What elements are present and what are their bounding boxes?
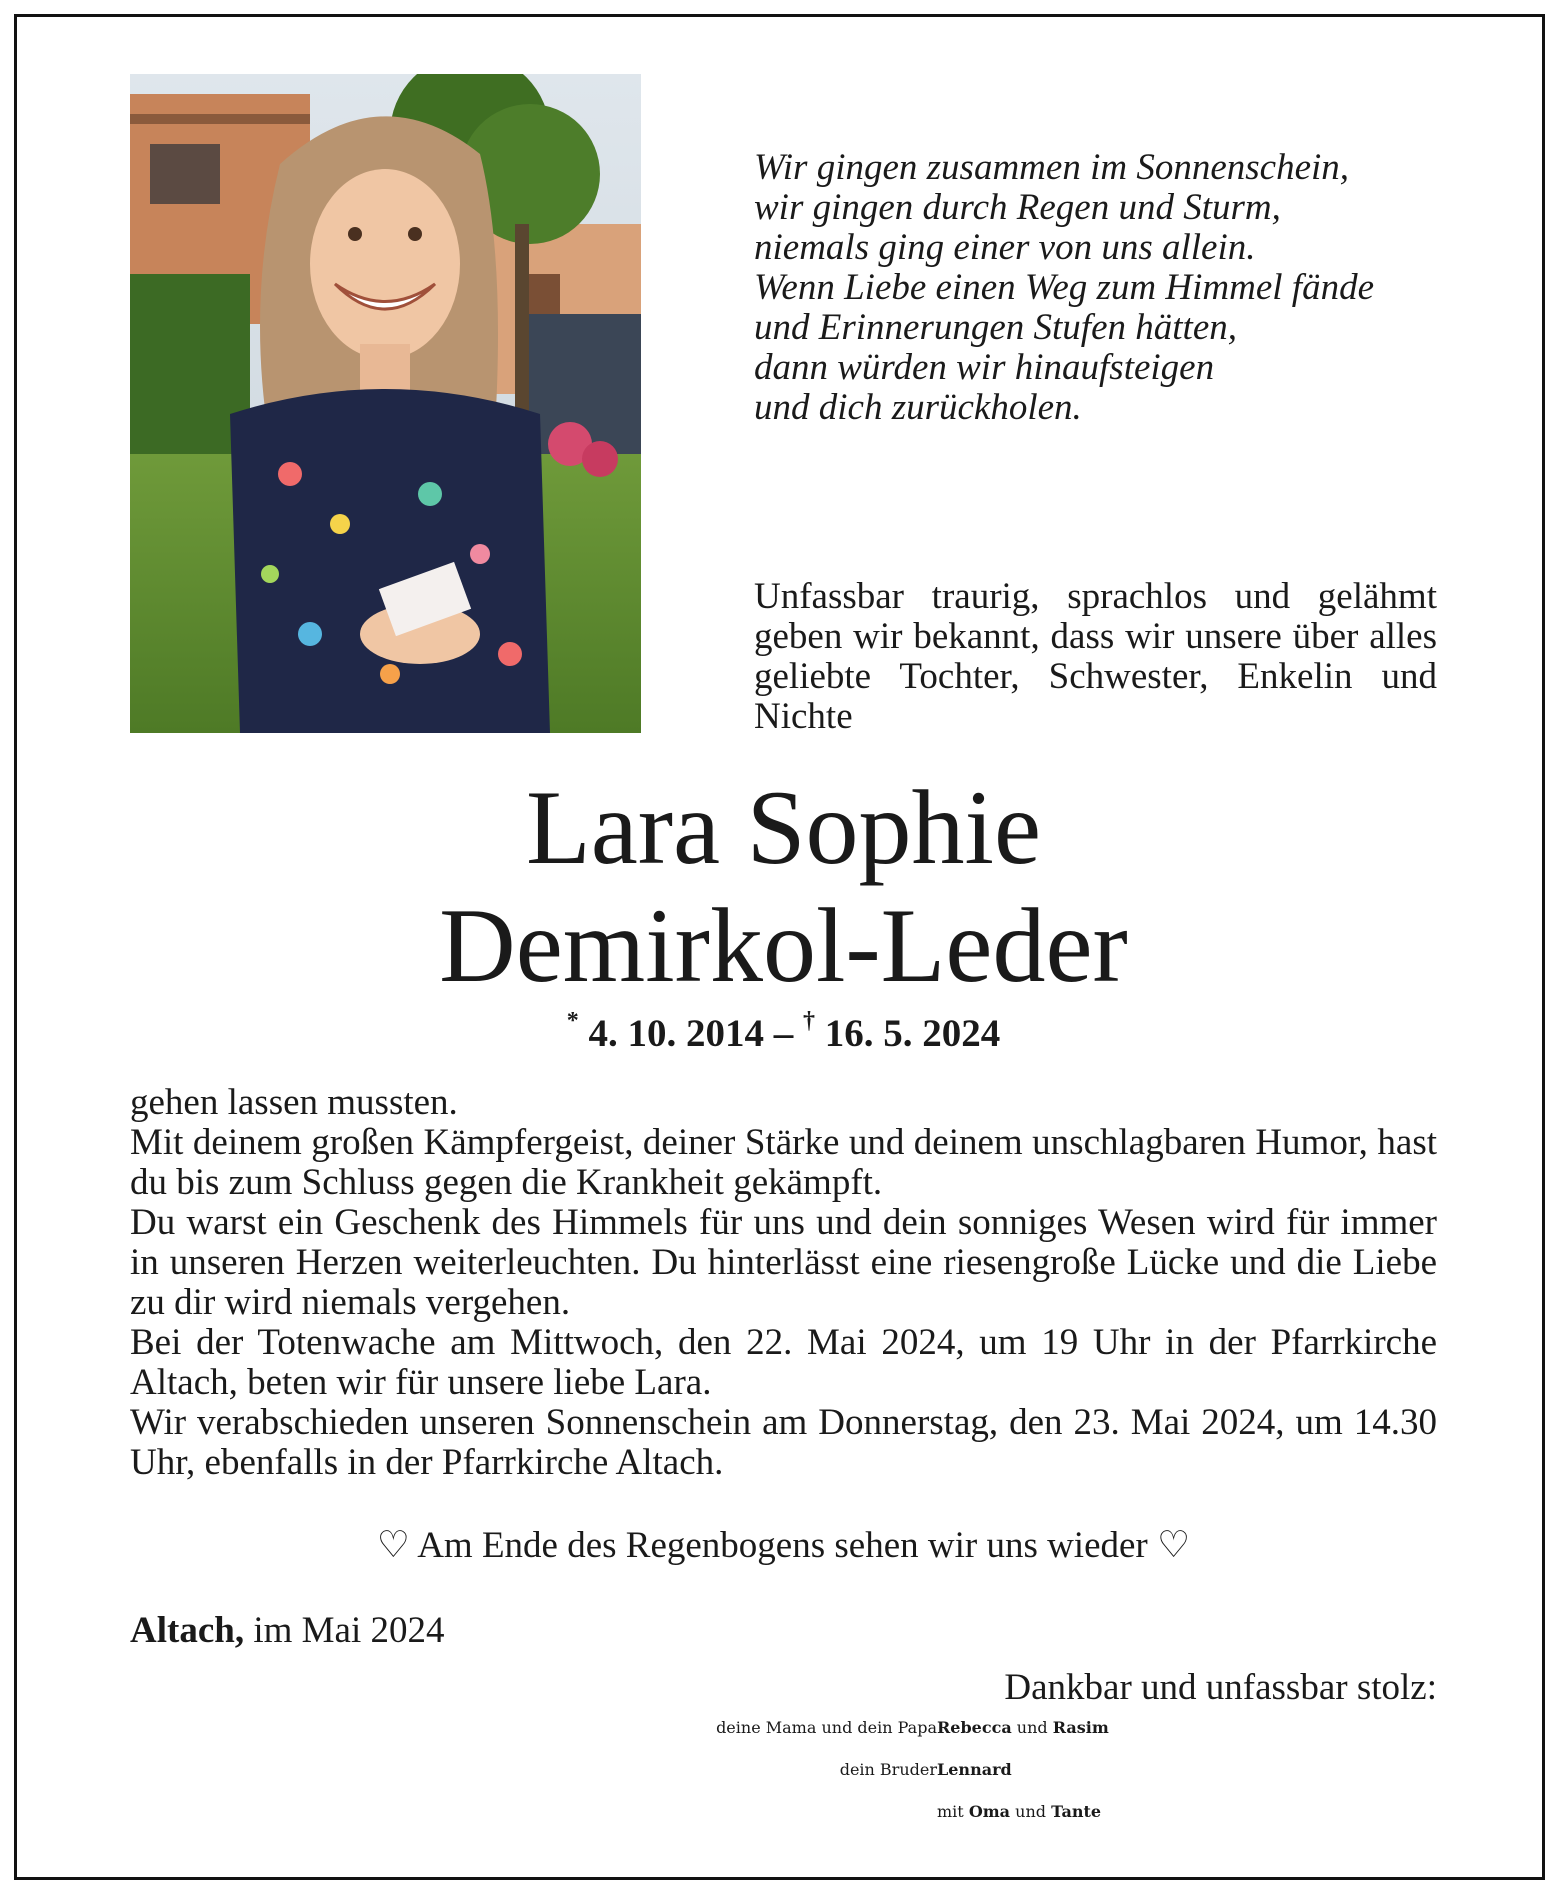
heart-icon: ♡ — [376, 1525, 410, 1566]
family-parents — [0, 1718, 1567, 1760]
obituary-text — [130, 1083, 1437, 1483]
portrait-illustration — [130, 74, 641, 733]
with-word: mit — [937, 1802, 964, 1821]
poem-line: dann würden wir hinaufsteigen — [754, 347, 1215, 388]
portrait-photo — [130, 74, 641, 733]
brother-name: Lennard — [937, 1760, 1012, 1779]
birth-symbol: * — [566, 1008, 579, 1034]
poem — [754, 148, 1454, 428]
mother-name: Rebecca — [937, 1718, 1012, 1737]
poem-line: niemals ging einer von uns allein. — [754, 227, 1256, 268]
place-town: Altach, — [130, 1610, 245, 1651]
oma-name: Oma — [968, 1802, 1011, 1821]
motto — [0, 1525, 1567, 1567]
death-symbol: † — [803, 1008, 815, 1034]
motto-text: Am Ende des Regenbogens sehen wir uns wieder — [417, 1525, 1148, 1566]
tante-name: Tante — [1051, 1802, 1102, 1821]
parents-label: deine Mama und dein Papa — [716, 1718, 937, 1737]
brother-label: dein Bruder — [839, 1760, 937, 1779]
body-paragraph: Wir verabschieden unseren Sonnenschein am Donnerstag, den 23. Mai 2024, um 14.30 Uhr, ebenfalls in der Pfarrkirche Altach. — [130, 1402, 1437, 1483]
and-word: und — [1015, 1802, 1046, 1821]
poem-line: und Erinnerungen Stufen hätten, — [754, 307, 1237, 348]
others-names — [937, 1802, 1101, 1821]
deceased-first-name: Lara Sophie — [525, 769, 1042, 886]
family-others — [0, 1802, 1567, 1844]
place-date — [130, 1610, 445, 1652]
family-brother — [0, 1760, 1567, 1802]
body-paragraph: Mit deinem großen Kämpfergeist, deiner Stärke und deinem unschlagbaren Humor, hast du bis zum Schluss gegen die Krankheit gekämpft. — [130, 1122, 1437, 1203]
heart-icon: ♡ — [1157, 1525, 1191, 1566]
death-date: 16. 5. 2024 — [824, 1012, 1001, 1055]
life-dates — [0, 1003, 1567, 1056]
thanks-line: Dankbar und unfassbar stolz: — [1004, 1667, 1437, 1708]
poem-line: wir gingen durch Regen und Sturm, — [754, 187, 1281, 228]
deceased-last-name: Demirkol-Leder — [439, 887, 1128, 1004]
parents-names — [937, 1718, 1109, 1737]
announcement-intro: Unfassbar traurig, sprachlos und gelähmt geben wir bekannt, dass wir unsere über alles geliebte Tochter, Schwester, Enkelin und Nichte — [754, 576, 1437, 737]
father-name: Rasim — [1052, 1718, 1109, 1737]
body-paragraph: Du warst ein Geschenk des Himmels für uns und dein sonniges Wesen wird für immer in unseren Herzen weiterleuchten. Du hinterlässt eine riesengroße Lücke und die Liebe zu dir wird niemals vergehen. — [130, 1202, 1437, 1323]
poem-line: Wir gingen zusammen im Sonnenschein, — [754, 147, 1350, 188]
and-word: und — [1016, 1718, 1048, 1737]
body-paragraph: Bei der Totenwache am Mittwoch, den 22. Mai 2024, um 19 Uhr in der Pfarrkirche Altach, beten wir für unsere liebe Lara. — [130, 1322, 1437, 1403]
place-month: im Mai 2024 — [253, 1610, 445, 1651]
date-separator: – — [773, 1012, 794, 1055]
poem-line: und dich zurückholen. — [754, 387, 1082, 428]
poem-line: Wenn Liebe einen Weg zum Himmel fände — [754, 267, 1374, 308]
body-paragraph: gehen lassen mussten. — [130, 1082, 458, 1123]
birth-date: 4. 10. 2014 — [588, 1012, 764, 1055]
brother-names — [937, 1760, 1012, 1779]
